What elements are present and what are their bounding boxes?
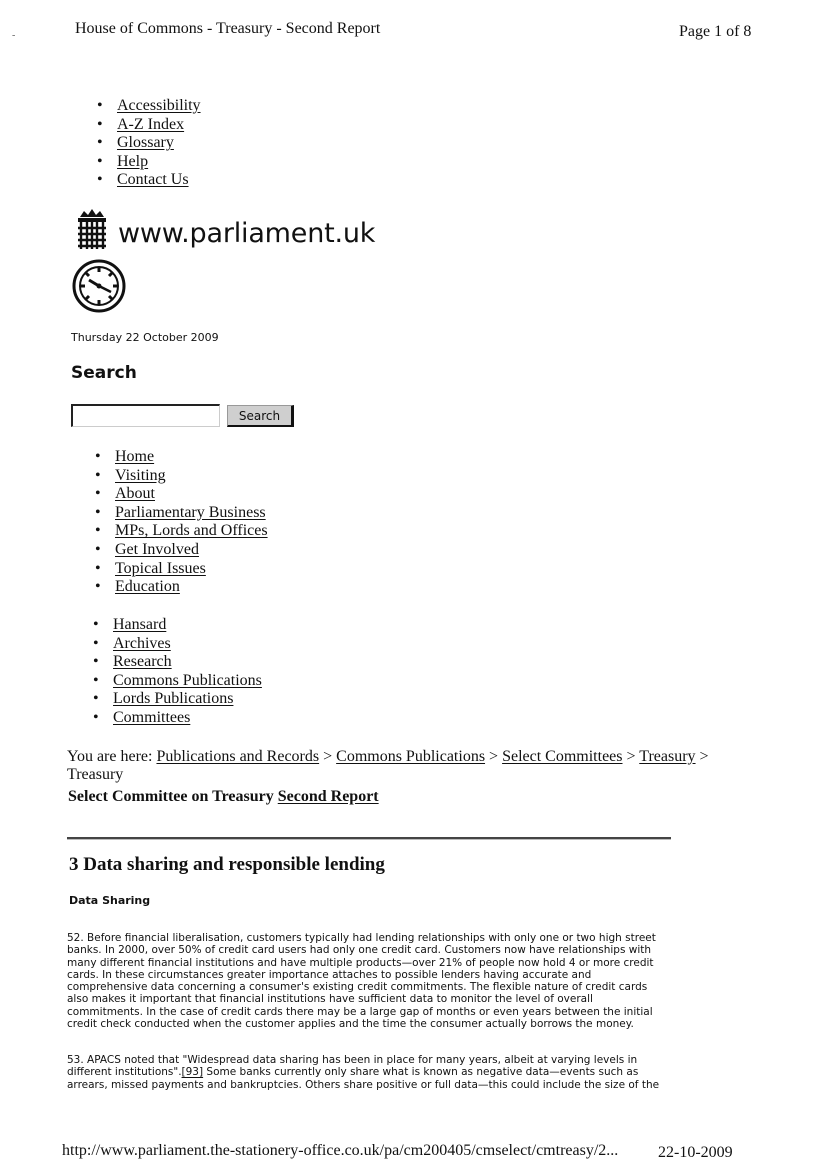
publications-nav-item: [93, 690, 262, 709]
breadcrumb-separator: >: [323, 748, 333, 765]
nav-topical-issues-link[interactable]: Topical Issues: [115, 559, 206, 577]
paragraph-text: Some banks currently only share what is known as negative data—events such as: [203, 1066, 639, 1079]
breadcrumb-current: Treasury: [67, 766, 124, 783]
contact-us-link[interactable]: Contact Us: [117, 171, 189, 189]
portcullis-icon: [74, 209, 110, 253]
nav-home-link[interactable]: Home: [115, 448, 155, 465]
main-nav-item: [95, 578, 268, 597]
publications-nav-item: [93, 616, 262, 635]
section-divider: [67, 837, 671, 840]
nav-mps-lords-offices-link[interactable]: MPs, Lords and Offices: [115, 522, 268, 540]
utility-link-item: [97, 97, 201, 116]
footer-date: 22-10-2009: [658, 1144, 733, 1161]
page-number: Page 1 of 8: [679, 23, 752, 40]
current-date: Thursday 22 October 2009: [71, 331, 219, 344]
nav-parliamentary-business-link[interactable]: Parliamentary Business: [115, 503, 266, 521]
utility-links: [97, 97, 201, 190]
nav-education-link[interactable]: Education: [115, 578, 180, 596]
main-nav-item: [95, 560, 268, 579]
main-nav-item: [95, 541, 268, 560]
nav-lords-publications-link[interactable]: Lords Publications: [113, 690, 234, 708]
section-title: 3 Data sharing and responsible lending: [69, 854, 385, 875]
glossary-link[interactable]: Glossary: [117, 134, 174, 152]
paragraph-52: [67, 932, 656, 1030]
committee-label: Select Committee on Treasury: [68, 788, 274, 805]
publications-nav-item: [93, 709, 262, 728]
footer-url: http://www.parliament.the-stationery-office.co.uk/pa/cm200405/cmselect/cmtreasy/2...: [62, 1142, 619, 1159]
paragraph-line: arrears, missed payments and bankruptcies. Others share positive or full data—this could include the size of the: [67, 1078, 660, 1091]
breadcrumb-commons-publications-link[interactable]: Commons Publications: [336, 748, 486, 765]
clock-icon: [71, 259, 127, 313]
paragraph-line: many different financial institutions and have multiple products—over 21% of people now hold 4 or more credit: [67, 956, 654, 969]
utility-link-item: [97, 171, 201, 190]
second-report-link[interactable]: Second Report: [277, 788, 379, 805]
search-input[interactable]: [71, 404, 220, 427]
breadcrumb-prefix: You are here:: [67, 748, 153, 765]
nav-about-link[interactable]: About: [115, 485, 155, 503]
publications-nav-item: [93, 653, 262, 672]
main-nav: [95, 448, 268, 597]
main-nav-item: [95, 522, 268, 541]
breadcrumb-publications-link[interactable]: Publications and Records: [156, 748, 320, 765]
paragraph-line: 53. APACS noted that "Widespread data sharing has been in place for many years, albeit at varying levels in: [67, 1054, 638, 1066]
section-subheading: Data Sharing: [69, 894, 151, 907]
footnote-93-link[interactable]: [93]: [181, 1066, 204, 1079]
main-nav-item: [95, 467, 268, 486]
paragraph-line: also makes it important that financial institutions have sufficient data to monitor the level of overall: [67, 993, 593, 1006]
nav-commons-publications-link[interactable]: Commons Publications: [113, 671, 262, 689]
main-nav-item: [95, 448, 268, 467]
nav-archives-link[interactable]: Archives: [113, 634, 171, 652]
paragraph-line: comprehensive data concerning a consumer's existing credit commitments. The flexible nature of credit cards: [67, 981, 648, 994]
utility-link-item: [97, 134, 201, 153]
breadcrumb-separator: >: [699, 748, 709, 765]
paragraph-line: cards. In these circumstances greater importance attaches to possible lenders having accurate and: [67, 968, 592, 981]
breadcrumb-select-committees-link[interactable]: Select Committees: [502, 748, 623, 765]
paragraph-line: credit check conducted when the customer applies and the time the consumer actually borrows the money.: [67, 1018, 634, 1031]
nav-hansard-link[interactable]: Hansard: [113, 616, 167, 633]
accessibility-link[interactable]: Accessibility: [117, 97, 201, 114]
main-nav-item: [95, 485, 268, 504]
breadcrumb-treasury-link[interactable]: Treasury: [639, 748, 696, 765]
search-heading: Search: [71, 363, 137, 383]
paragraph-53: [67, 1054, 659, 1091]
page-header-title: House of Commons - Treasury - Second Report: [75, 20, 381, 37]
utility-link-item: [97, 116, 201, 135]
breadcrumb-separator: >: [626, 748, 636, 765]
committee-title: [68, 788, 379, 806]
paragraph-line: banks. In 2000, over 50% of credit card users had only one credit card. Customers now have relationships with: [67, 944, 652, 957]
paragraph-text: different institutions".: [67, 1066, 182, 1079]
site-logo-text[interactable]: www.parliament.uk: [118, 218, 376, 249]
nav-get-involved-link[interactable]: Get Involved: [115, 540, 199, 558]
publications-nav: [93, 616, 262, 728]
nav-research-link[interactable]: Research: [113, 653, 172, 671]
scan-mark: -: [12, 30, 16, 41]
main-nav-item: [95, 504, 268, 523]
publications-nav-item: [93, 672, 262, 691]
paragraph-line: 52. Before financial liberalisation, customers typically had lending relationships with only one or two high street: [67, 932, 656, 944]
nav-committees-link[interactable]: Committees: [113, 708, 191, 726]
publications-nav-item: [93, 635, 262, 654]
breadcrumb: [67, 748, 757, 784]
help-link[interactable]: Help: [117, 152, 149, 170]
paragraph-line: commitments. In the case of credit cards there may be a large gap of months or even years between the initial: [67, 1005, 653, 1018]
az-index-link[interactable]: A-Z Index: [117, 115, 185, 133]
search-button[interactable]: Search: [227, 405, 294, 427]
nav-visiting-link[interactable]: Visiting: [115, 466, 166, 484]
breadcrumb-separator: >: [489, 748, 499, 765]
utility-link-item: [97, 153, 201, 172]
paragraph-line: [67, 1066, 659, 1078]
